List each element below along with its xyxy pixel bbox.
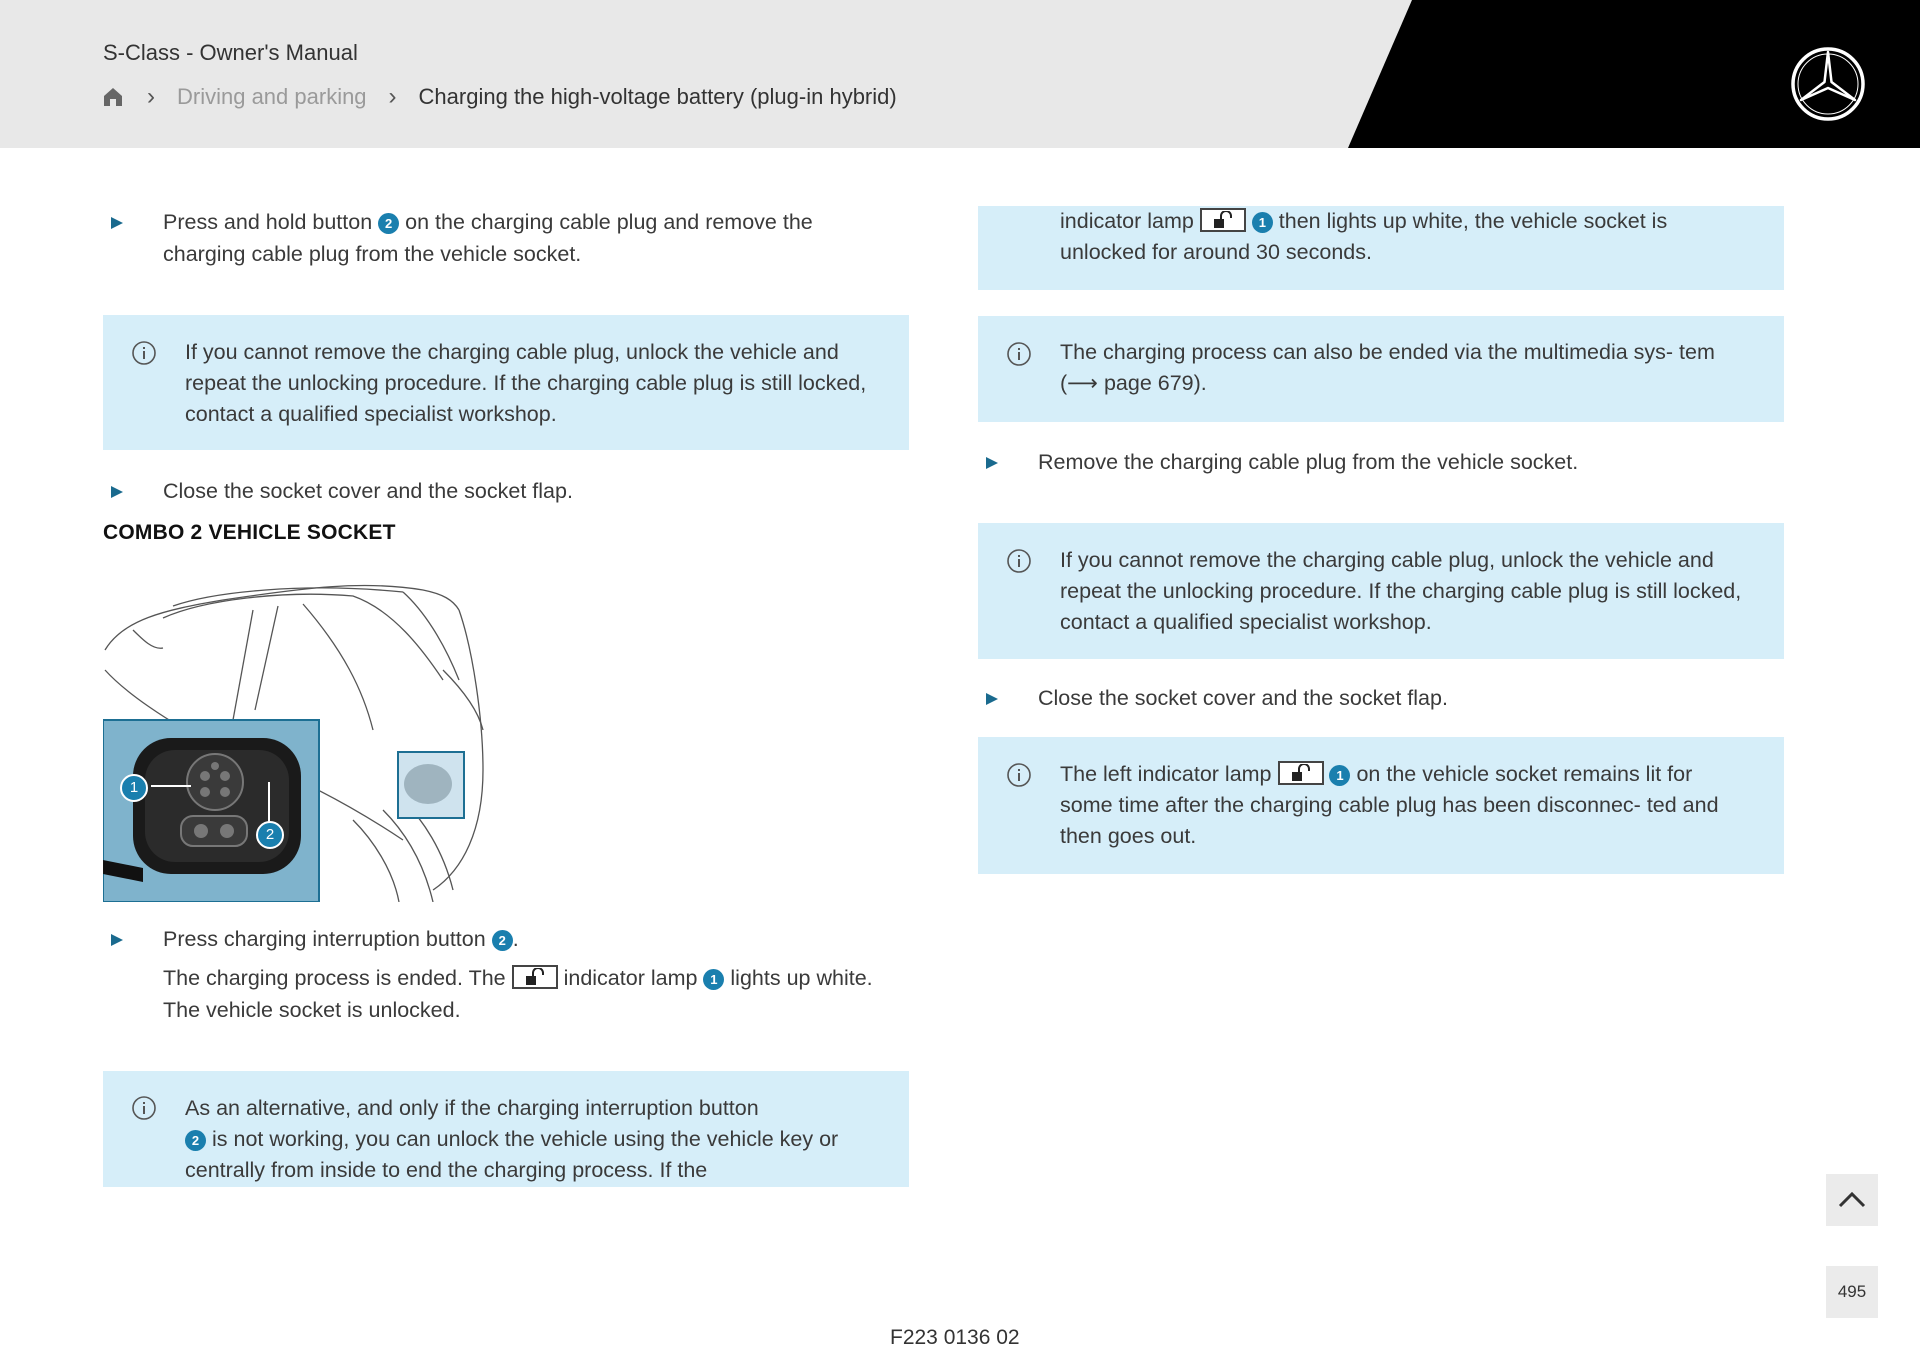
- breadcrumb-chevron-icon: ›: [147, 83, 155, 110]
- info-icon: [1006, 341, 1032, 367]
- note-text: If you cannot remove the charging cable plug, unlock the vehicle and repeat the unlocking procedure. If the charging cable plug is still locked, contact a qualified specialist workshop.: [185, 340, 867, 426]
- breadcrumb-current: Charging the high-voltage battery (plug-in hybrid): [418, 84, 897, 109]
- page-number: 495: [1826, 1266, 1878, 1318]
- info-note: [978, 523, 1784, 659]
- mercedes-star-logo: [1790, 46, 1866, 122]
- step-text: on the charging cable plug and remove the charging cable plug from the vehicle socket.: [163, 210, 813, 266]
- step-result-text: [163, 962, 883, 1026]
- step-press-interruption: [163, 923, 883, 955]
- callout-2-icon: 2: [256, 821, 284, 849]
- step-text: Press charging interruption button: [163, 927, 486, 951]
- step-arrow-icon: [986, 693, 998, 705]
- step-text: Remove the charging cable plug from the vehicle socket.: [1038, 450, 1579, 474]
- section-heading: COMBO 2 VEHICLE SOCKET: [103, 521, 396, 544]
- page-header: [0, 0, 1920, 148]
- step-arrow-icon: [111, 217, 123, 229]
- info-icon: [1006, 762, 1032, 788]
- step-text: indicator lamp: [563, 966, 698, 990]
- step-remove-plug: [1038, 446, 1758, 478]
- info-icon: [131, 340, 157, 366]
- unlock-indicator-lamp-icon: [1278, 761, 1324, 785]
- info-note: [103, 1071, 909, 1187]
- note-text: If you cannot remove the charging cable plug, unlock the vehicle and repeat the unlocking procedure. If the charging cable plug is still locked, contact a qualified specialist workshop.: [1060, 548, 1742, 634]
- step-arrow-icon: [986, 457, 998, 469]
- step-text: lights up white. The vehicle socket is unlocked.: [163, 966, 873, 1022]
- callout-1-icon: 1: [1252, 212, 1273, 233]
- info-note: [978, 316, 1784, 422]
- unlock-indicator-lamp-icon: [512, 965, 558, 989]
- unlock-indicator-lamp-icon: [1200, 208, 1246, 232]
- step-text: Press and hold button: [163, 210, 373, 234]
- step-arrow-icon: [111, 486, 123, 498]
- step-arrow-icon: [111, 934, 123, 946]
- step-close-cover: [1038, 682, 1758, 714]
- home-icon[interactable]: [101, 85, 125, 109]
- callout-2-icon: 2: [492, 930, 513, 951]
- info-icon: [1006, 548, 1032, 574]
- document-title: S-Class - Owner's Manual: [103, 40, 358, 65]
- scroll-up-button[interactable]: [1826, 1174, 1878, 1226]
- breadcrumb-chevron-icon: ›: [388, 83, 397, 110]
- step-close-cover: [163, 475, 883, 507]
- step-text: .: [512, 927, 519, 951]
- vehicle-socket-illustration: [103, 570, 503, 902]
- note-text: The charging process can also be ended via the multimedia sys- tem (⟶ page 679).: [1060, 340, 1715, 395]
- step-text: Close the socket cover and the socket flap.: [163, 479, 573, 503]
- breadcrumb: [101, 82, 897, 112]
- note-text: The left indicator lamp 1 on the vehicle socket remains lit for some time after the charging cable plug has been disconnec- ted and then goes out.: [1060, 762, 1719, 848]
- callout-1-icon: 1: [703, 969, 724, 990]
- note-text: As an alternative, and only if the charging interruption button 2 is not working, you can unlock the vehicle using the vehicle key or centrally from inside to end the charging process. If the: [185, 1096, 839, 1182]
- figure-id: F223 0136 02: [890, 1326, 1020, 1349]
- step-text: The charging process is ended. The: [163, 966, 506, 990]
- callout-2-icon: 2: [378, 213, 399, 234]
- callout-1-icon: 1: [120, 774, 148, 802]
- step-remove-plug: [163, 206, 883, 270]
- breadcrumb-link-driving[interactable]: Driving and parking: [177, 84, 367, 109]
- info-note-continued: [978, 206, 1784, 290]
- callout-1-icon: 1: [1329, 765, 1350, 786]
- chevron-up-icon: [1826, 1174, 1878, 1226]
- info-note: [103, 315, 909, 450]
- step-text: Close the socket cover and the socket flap.: [1038, 686, 1448, 710]
- info-icon: [131, 1095, 157, 1121]
- callout-2-icon: 2: [185, 1130, 206, 1151]
- note-text: indicator lamp 1 then lights up white, the vehicle socket is unlocked for around 30 seconds.: [1060, 209, 1668, 264]
- info-note: [978, 737, 1784, 874]
